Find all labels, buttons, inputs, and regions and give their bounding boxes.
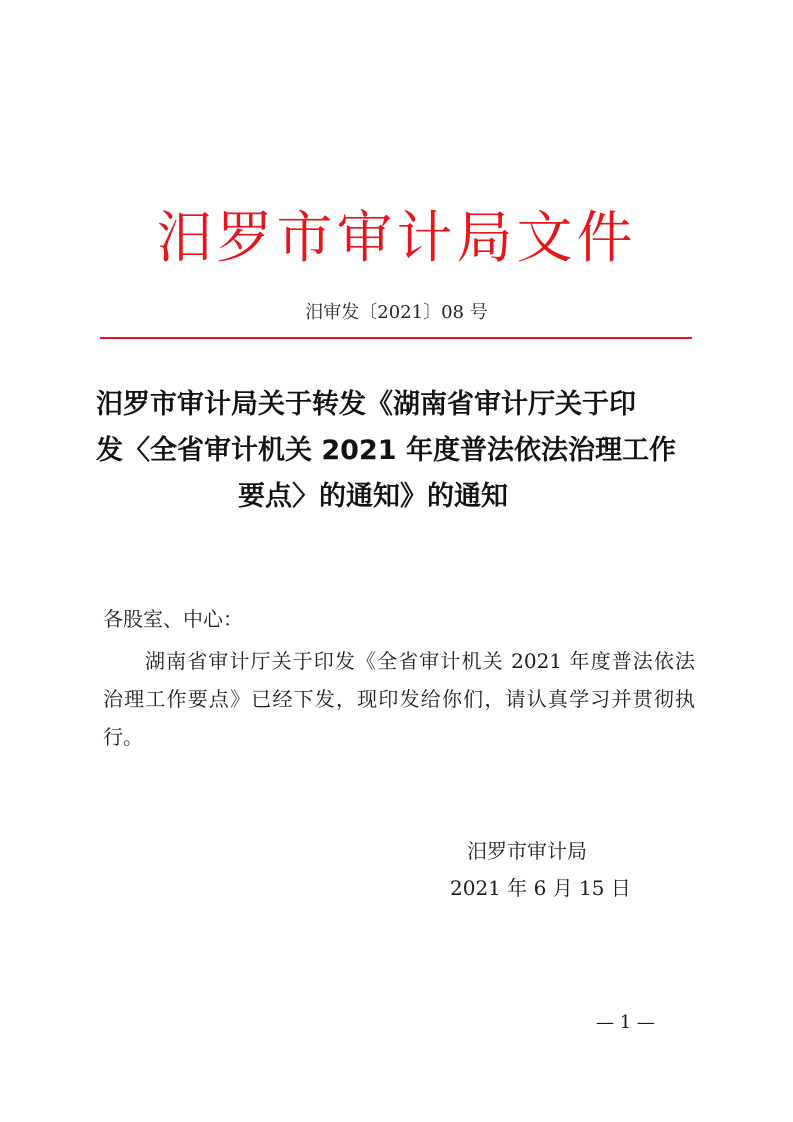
salutation: 各股室、中心： (103, 607, 243, 631)
signature-organization: 汨罗市审计局 (467, 839, 587, 863)
body-paragraph (103, 642, 695, 756)
document-number: 汨审发〔2021〕08 号 (305, 302, 488, 323)
body-line: 湖南省审计厅关于印发《全省审计机关 2021 年度普法依法 (145, 649, 695, 673)
signature-date: 2021 年 6 月 15 日 (450, 876, 631, 900)
document-title (96, 382, 706, 520)
page-number: — 1 — (596, 1012, 655, 1033)
document-title-line: 发〈全省审计机关 2021 年度普法依法治理工作 (96, 435, 676, 466)
body-line: 治理工作要点》已经下发，现印发给你们，请认真学习并贯彻执 (103, 687, 695, 711)
document-title-line: 汨罗市审计局关于转发《湖南省审计厅关于印 (96, 389, 636, 420)
red-divider-line (100, 337, 692, 339)
masthead-title: 汨罗市审计局文件 (156, 206, 637, 271)
body-line: 行。 (103, 725, 143, 749)
document-title-line: 要点〉的通知》的通知 (238, 481, 508, 512)
